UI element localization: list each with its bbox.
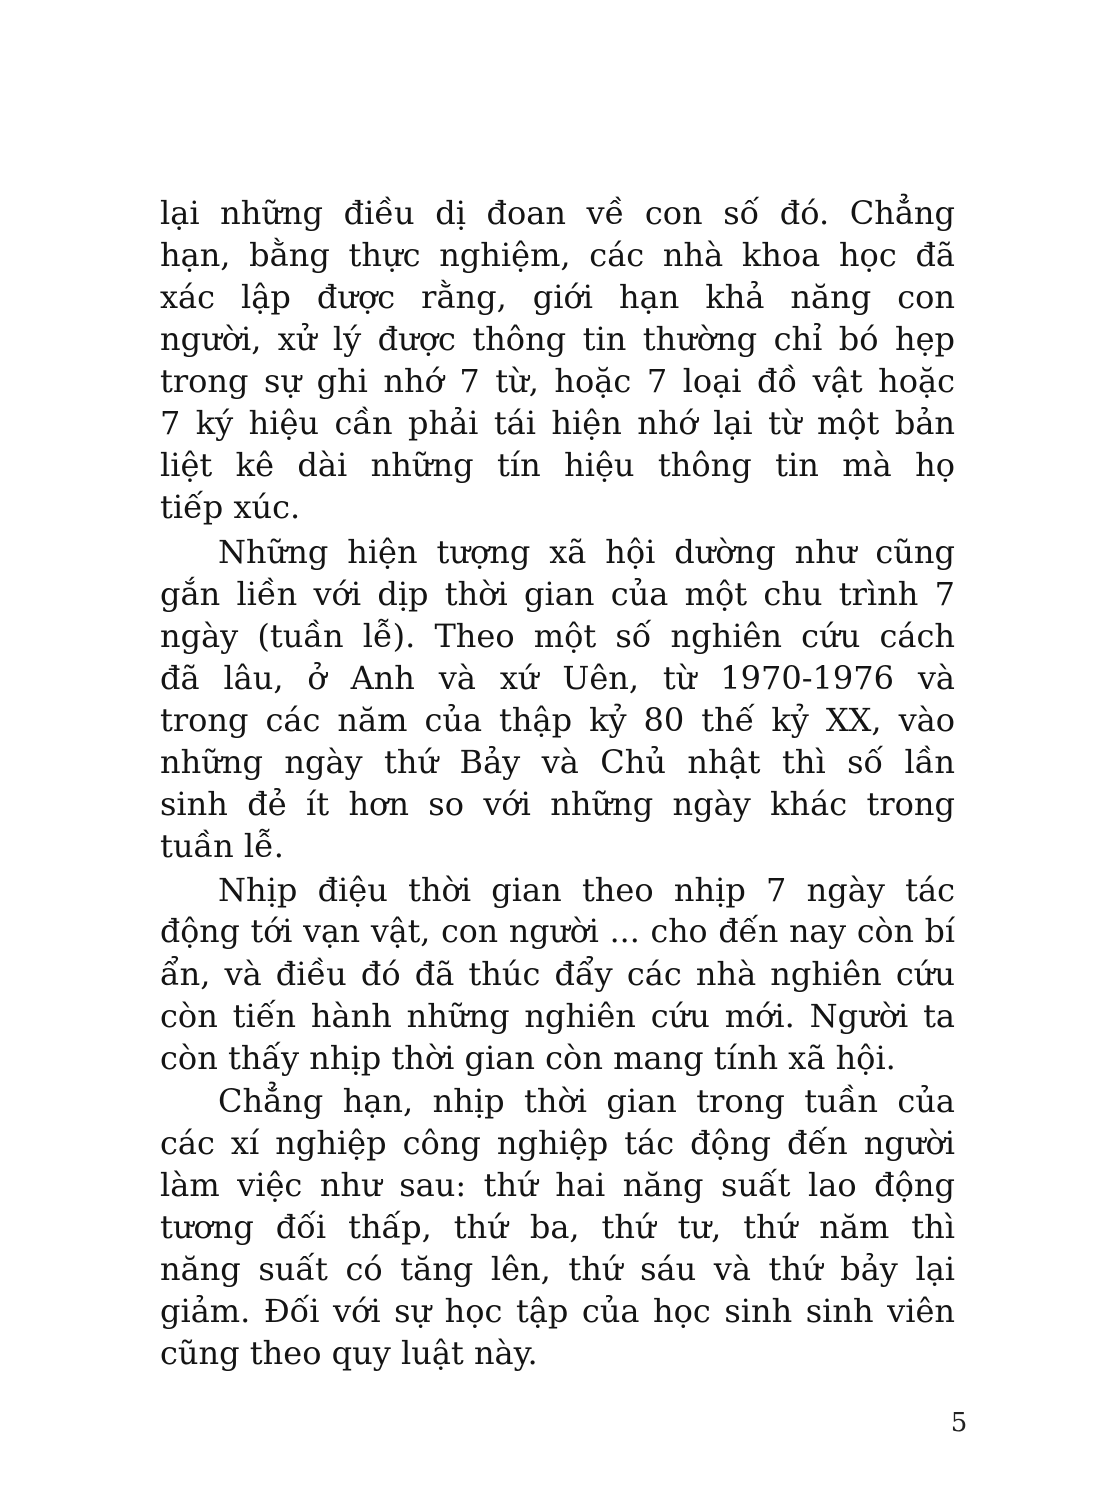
text-line: tuần lễ. [160,827,284,865]
page-number: 5 [950,1408,968,1438]
paragraph-1 [160,192,955,528]
text-line: năng suất có tăng lên, thứ sáu và thứ bảy lại [160,1250,955,1288]
text-line: 7 ký hiệu cần phải tái hiện nhớ lại từ một bản [160,404,955,442]
text-line: Nhịp điệu thời gian theo nhịp 7 ngày tác [218,871,955,909]
text-line: tương đối thấp, thứ ba, thứ tư, thứ năm thì [160,1208,955,1246]
text-line: sinh đẻ ít hơn so với những ngày khác trong [160,785,955,823]
text-line: người, xử lý được thông tin thường chỉ bó hẹp [160,320,955,358]
text-line: trong các năm của thập kỷ 80 thế kỷ XX, vào [160,701,955,739]
text-line: còn tiến hành những nghiên cứu mới. Người ta [160,997,955,1035]
text-line: hạn, bằng thực nghiệm, các nhà khoa học đã [160,236,955,274]
text-line: xác lập được rằng, giới hạn khả năng con [160,278,955,316]
text-line: gắn liền với dịp thời gian của một chu trình 7 [160,575,955,613]
text-line: Chẳng hạn, nhịp thời gian trong tuần của [218,1082,955,1120]
text-line: trong sự ghi nhớ 7 từ, hoặc 7 loại đồ vật hoặc [160,362,955,400]
text-line: làm việc như sau: thứ hai năng suất lao động [160,1166,955,1204]
text-line: giảm. Đối với sự học tập của học sinh sinh viên [160,1292,955,1330]
text-line: ẩn, và điều đó đã thúc đẩy các nhà nghiên cứu [160,955,955,993]
paragraph-2 [160,531,955,867]
text-line: các xí nghiệp công nghiệp tác động đến người [160,1124,955,1162]
text-line: lại những điều dị đoan về con số đó. Chẳng [160,194,955,232]
text-line: liệt kê dài những tín hiệu thông tin mà họ [160,446,955,484]
paragraph-4 [160,1080,955,1374]
text-line: động tới vạn vật, con người ... cho đến nay còn bí [160,914,955,950]
text-line: đã lâu, ở Anh và xứ Uên, từ 1970-1976 và [160,659,955,697]
text-line: tiếp xúc. [160,488,301,526]
text-line: những ngày thứ Bảy và Chủ nhật thì số lần [160,743,955,781]
text-line: còn thấy nhịp thời gian còn mang tính xã hội. [160,1039,896,1077]
text-line: Những hiện tượng xã hội dường như cũng [218,533,955,571]
paragraph-3 [160,869,955,1079]
text-line: ngày (tuần lễ). Theo một số nghiên cứu cách [160,617,955,655]
text-line: cũng theo quy luật này. [160,1334,538,1372]
